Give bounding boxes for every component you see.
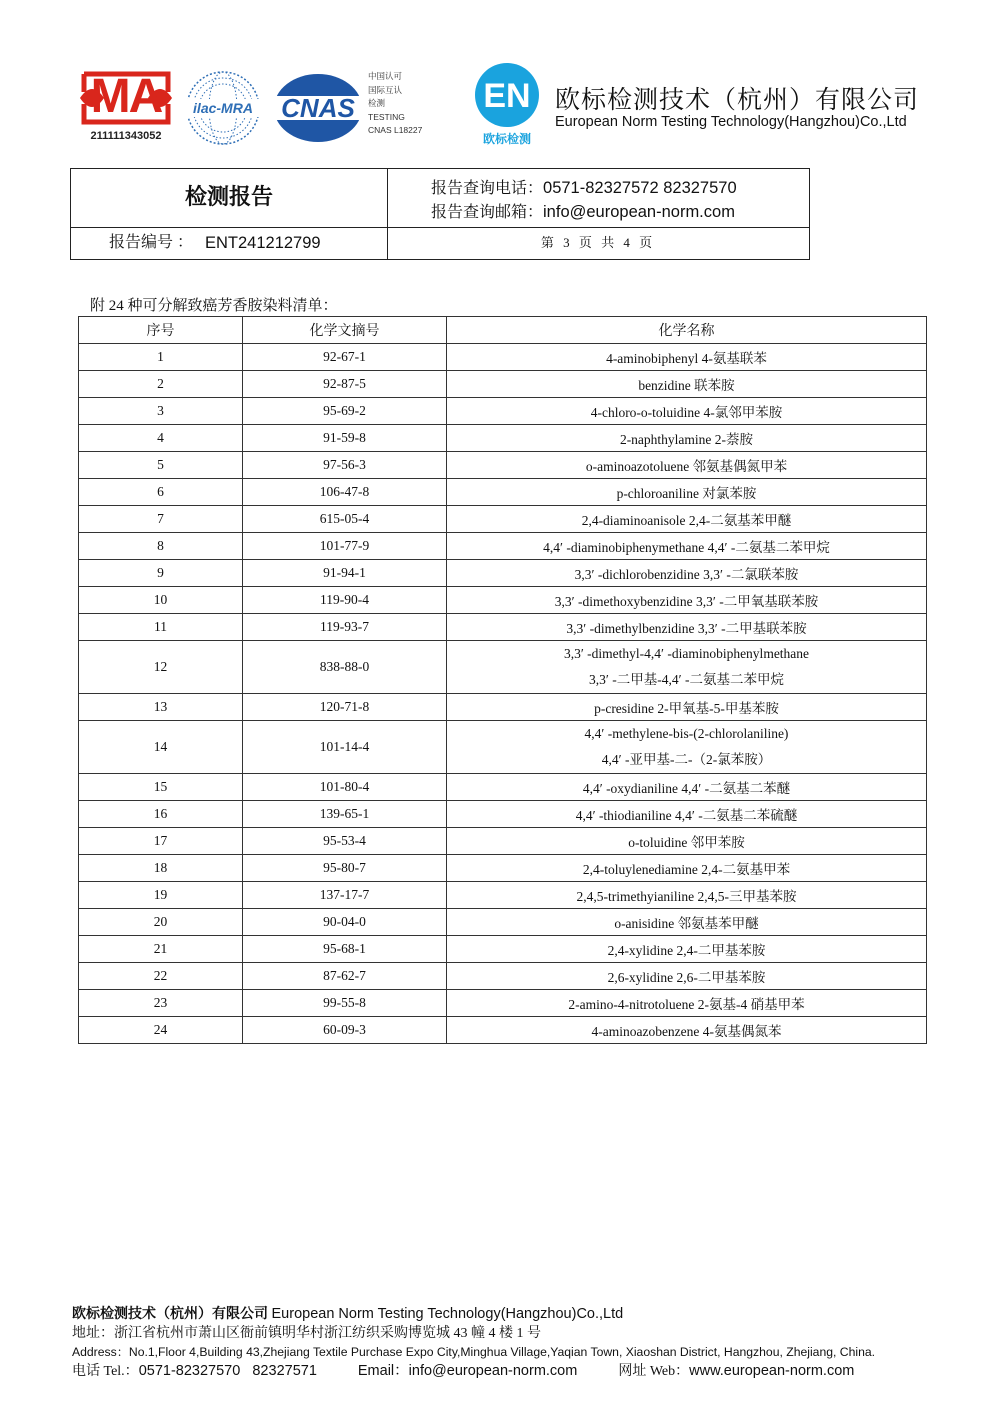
chemical-name-line: p-chloroaniline 对氯苯胺 [616, 486, 757, 501]
row-number: 21 [79, 936, 243, 963]
cnas-side-text [368, 70, 438, 138]
row-number: 8 [79, 533, 243, 560]
company-name-cn: 欧标检测技术（杭州）有限公司 [555, 85, 920, 114]
row-chemical-name [447, 963, 927, 990]
report-info-box [70, 168, 810, 260]
row-chemical-name [447, 855, 927, 882]
row-chemical-name [447, 560, 927, 587]
row-cas-number: 101-77-9 [243, 533, 447, 560]
row-chemical-name [447, 909, 927, 936]
chemical-name-line: 2,4-xylidine 2,4-二甲基苯胺 [607, 943, 766, 958]
row-cas-number: 119-93-7 [243, 614, 447, 641]
row-cas-number: 90-04-0 [243, 909, 447, 936]
row-number: 22 [79, 963, 243, 990]
report-query-info [431, 176, 737, 224]
chemical-name-line: 2,6-xylidine 2,6-二甲基苯胺 [607, 970, 766, 985]
row-chemical-name [447, 721, 927, 774]
row-number: 20 [79, 909, 243, 936]
email-label: 报告查询邮箱： [431, 202, 544, 221]
row-number: 23 [79, 990, 243, 1017]
row-cas-number: 838-88-0 [243, 641, 447, 694]
row-chemical-name [447, 882, 927, 909]
row-chemical-name [447, 506, 927, 533]
chemical-name-line: 2,4-diaminoanisole 2,4-二氨基苯甲醚 [581, 513, 792, 528]
row-cas-number: 120-71-8 [243, 694, 447, 721]
header-no: 序号 [79, 317, 243, 344]
row-cas-number: 92-87-5 [243, 371, 447, 398]
row-number: 17 [79, 828, 243, 855]
footer-address-cn: 地址：浙江省杭州市萧山区衙前镇明华村浙江纺织采购博览城 43 幢 4 楼 1 号 [72, 1326, 541, 1341]
phone-value: 0571-82327572 82327570 [543, 179, 737, 197]
row-chemical-name [447, 828, 927, 855]
table-row [79, 828, 927, 855]
row-number: 7 [79, 506, 243, 533]
chemical-name-line: 2-naphthylamine 2-萘胺 [619, 432, 754, 447]
table-row [79, 479, 927, 506]
row-number: 14 [79, 721, 243, 774]
row-cas-number: 87-62-7 [243, 963, 447, 990]
table-header-row [79, 317, 927, 344]
table-row [79, 694, 927, 721]
row-cas-number: 60-09-3 [243, 1017, 447, 1044]
table-row [79, 721, 927, 774]
table-row [79, 990, 927, 1017]
chemical-name-line: 3,3′ -dimethoxybenzidine 3,3′ -二甲氧基联苯胺 [554, 594, 819, 609]
chemical-name-line: 4-chloro-o-toluidine 4-氯邻甲苯胺 [590, 405, 783, 420]
cnas-line: 国际互认 [368, 84, 403, 95]
amine-list-table [78, 316, 927, 1044]
report-number [71, 227, 387, 259]
company-name-en: European Norm Testing Technology(Hangzhou)Co.,Ltd [555, 114, 907, 130]
table-row [79, 614, 927, 641]
row-chemical-name [447, 614, 927, 641]
chemical-name-line: 4-aminoazobenzene 4-氨基偶氮苯 [591, 1024, 782, 1039]
chemical-name-line: 3,3′ -dimethylbenzidine 3,3′ -二甲基联苯胺 [566, 621, 807, 636]
footer-address-en: Address：No.1,Floor 4,Building 43,Zhejiang Textile Purchase Expo City,Minghua Village,Yaqian Town, Xiaoshan District, Hangzhou, Zhejiang, China. [72, 1345, 876, 1359]
row-cas-number: 97-56-3 [243, 452, 447, 479]
row-cas-number: 99-55-8 [243, 990, 447, 1017]
chemical-name-line: p-cresidine 2-甲氧基-5-甲基苯胺 [594, 701, 779, 716]
ilac-logo-text: ilac-MRA [193, 100, 253, 116]
row-cas-number: 95-53-4 [243, 828, 447, 855]
report-number-value: ENT241212799 [205, 234, 321, 252]
cma-logo-text: MA [90, 70, 162, 123]
chemical-name-line: 3,3′ -dimethyl-4,4′ -diaminobiphenylmethane [563, 646, 810, 661]
row-number: 13 [79, 694, 243, 721]
row-chemical-name [447, 694, 927, 721]
row-chemical-name [447, 641, 927, 694]
row-chemical-name [447, 479, 927, 506]
cnas-line: CNAS L18227 [368, 125, 423, 135]
report-title: 检测报告 [184, 185, 273, 210]
row-number: 1 [79, 344, 243, 371]
table-row [79, 909, 927, 936]
footer-company-en: European Norm Testing Technology(Hangzhou)Co.,Ltd [271, 1306, 624, 1322]
row-cas-number: 95-69-2 [243, 398, 447, 425]
row-number: 24 [79, 1017, 243, 1044]
table-row [79, 801, 927, 828]
footer-company-cn: 欧标检测技术（杭州）有限公司 [72, 1306, 268, 1322]
row-number: 9 [79, 560, 243, 587]
row-cas-number: 92-67-1 [243, 344, 447, 371]
web-label: 网址 Web： [618, 1364, 690, 1379]
tel-value: 0571-82327570 82327571 [138, 1363, 317, 1379]
chemical-name-line: 2,4-toluylenediamine 2,4-二氨基甲苯 [582, 862, 791, 877]
row-cas-number: 119-90-4 [243, 587, 447, 614]
chemical-name-line: 2,4,5-trimethyianiline 2,4,5-三甲基苯胺 [576, 889, 797, 904]
cnas-line: TESTING [368, 111, 405, 122]
chemical-name-cn-line: 4,4′ -亚甲基-二-（2-氯苯胺） [601, 752, 772, 767]
footer-email-label: Email： [357, 1363, 409, 1379]
row-number: 18 [79, 855, 243, 882]
web-value: www.european-norm.com [689, 1363, 855, 1379]
table-row [79, 936, 927, 963]
table-row [79, 452, 927, 479]
chemical-name-line: o-anisidine 邻氨基苯甲醚 [614, 916, 759, 931]
row-number: 3 [79, 398, 243, 425]
chemical-name-line: o-toluidine 邻甲苯胺 [628, 835, 745, 850]
list-caption: 附 24 种可分解致癌芳香胺染料清单： [90, 298, 338, 314]
cma-logo [78, 70, 174, 148]
header-cas: 化学文摘号 [243, 317, 447, 344]
footer-email-value: info@european-norm.com [408, 1363, 578, 1379]
row-number: 15 [79, 774, 243, 801]
row-number: 12 [79, 641, 243, 694]
row-number: 16 [79, 801, 243, 828]
row-chemical-name [447, 452, 927, 479]
row-cas-number: 137-17-7 [243, 882, 447, 909]
row-chemical-name [447, 587, 927, 614]
row-chemical-name [447, 533, 927, 560]
table-row [79, 641, 927, 694]
row-cas-number: 139-65-1 [243, 801, 447, 828]
table-row [79, 533, 927, 560]
tel-label: 电话 Tel.： [72, 1364, 139, 1379]
footer-contact [72, 1362, 952, 1381]
table-row [79, 1017, 927, 1044]
header-name: 化学名称 [447, 317, 927, 344]
chemical-name-line: 4,4′ -diaminobiphenymethane 4,4′ -二氨基二苯甲烷 [543, 540, 830, 555]
chemical-name-line: o-aminoazotoluene 邻氨基偶氮甲苯 [585, 459, 788, 474]
chemical-name-line: 4,4′ -methylene-bis-(2-chlorolaniline) [584, 726, 789, 741]
row-number: 5 [79, 452, 243, 479]
chemical-name-line: benzidine 联苯胺 [638, 378, 735, 393]
row-chemical-name [447, 344, 927, 371]
page-indicator: 第 3 页 共 4 页 [540, 235, 656, 250]
chemical-name-line: 3,3′ -dichlorobenzidine 3,3′ -二氯联苯胺 [574, 567, 799, 582]
chemical-name-line: 4,4′ -oxydianiline 4,4′ -二氨基二苯醚 [582, 781, 791, 796]
chemical-name-cn-line: 3,3′ -二甲基-4,4′ -二氨基二苯甲烷 [589, 672, 784, 687]
table-row [79, 506, 927, 533]
row-cas-number: 615-05-4 [243, 506, 447, 533]
cnas-logo-text: CNAS [281, 93, 355, 123]
row-cas-number: 106-47-8 [243, 479, 447, 506]
footer-company [72, 1305, 952, 1324]
cnas-emblem-icon [272, 72, 364, 144]
phone-label: 报告查询电话： [431, 178, 544, 197]
row-chemical-name [447, 936, 927, 963]
row-chemical-name [447, 425, 927, 452]
row-cas-number: 101-14-4 [243, 721, 447, 774]
row-chemical-name [447, 371, 927, 398]
table-row [79, 963, 927, 990]
en-logo-caption: 欧标检测 [482, 132, 532, 146]
chemical-name-line: 4-aminobiphenyl 4-氨基联苯 [606, 351, 767, 366]
email-value: info@european-norm.com [543, 203, 735, 221]
chemical-name-line: 2-amino-4-nitrotoluene 2-氨基-4 硝基甲苯 [568, 997, 805, 1012]
row-number: 19 [79, 882, 243, 909]
table-row [79, 587, 927, 614]
row-number: 10 [79, 587, 243, 614]
table-row [79, 398, 927, 425]
row-number: 11 [79, 614, 243, 641]
cnas-line: 检测 [368, 98, 386, 108]
cnas-line: 中国认可 [368, 71, 403, 81]
row-chemical-name [447, 990, 927, 1017]
cma-code: 211111343052 [90, 130, 162, 142]
en-logo-icon [474, 62, 540, 148]
row-chemical-name [447, 398, 927, 425]
footer [72, 1305, 952, 1381]
ilac-mra-logo [183, 68, 263, 148]
en-logo-text: EN [483, 77, 531, 115]
table-row [79, 560, 927, 587]
ilac-globe-icon [183, 68, 263, 148]
row-chemical-name [447, 801, 927, 828]
table-row [79, 425, 927, 452]
row-chemical-name [447, 774, 927, 801]
row-number: 4 [79, 425, 243, 452]
table-row [79, 344, 927, 371]
chemical-name-line: 4,4′ -thiodianiline 4,4′ -二氨基二苯硫醚 [575, 808, 798, 823]
table-body [79, 344, 927, 1044]
cnas-logo [272, 72, 364, 144]
row-chemical-name [447, 1017, 927, 1044]
table-row [79, 882, 927, 909]
row-number: 6 [79, 479, 243, 506]
row-number: 2 [79, 371, 243, 398]
table-row [79, 774, 927, 801]
row-cas-number: 95-68-1 [243, 936, 447, 963]
row-cas-number: 101-80-4 [243, 774, 447, 801]
report-number-label: 报告编号 ： [109, 234, 194, 251]
en-logo [474, 62, 540, 148]
row-cas-number: 91-59-8 [243, 425, 447, 452]
row-cas-number: 91-94-1 [243, 560, 447, 587]
table-row [79, 855, 927, 882]
row-cas-number: 95-80-7 [243, 855, 447, 882]
table-row [79, 371, 927, 398]
